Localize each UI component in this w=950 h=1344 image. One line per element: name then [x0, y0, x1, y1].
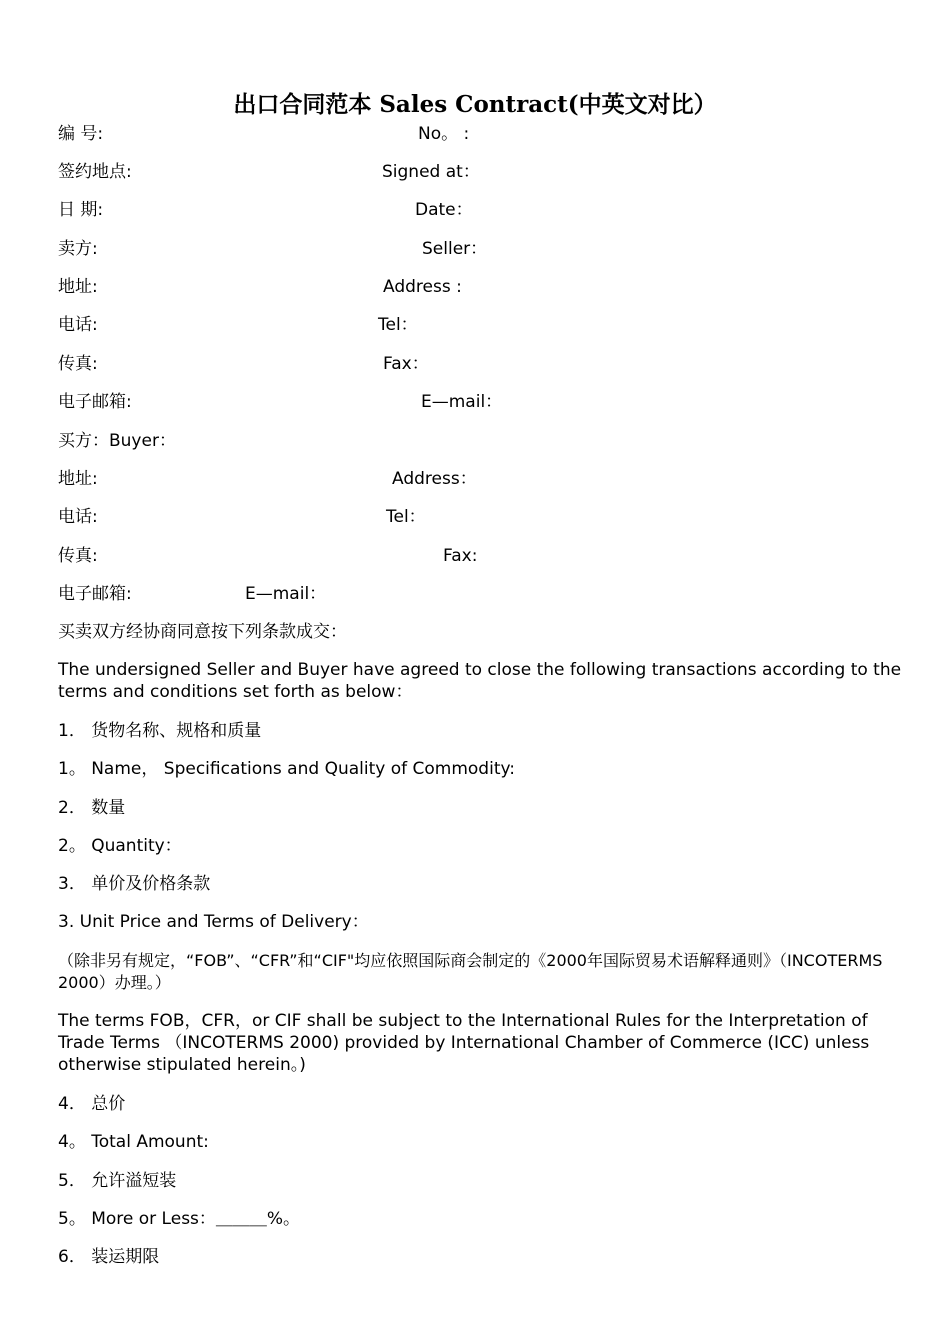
clause-3-en: 3. Unit Price and Terms of Delivery：	[58, 912, 369, 932]
agreement-cn: 买卖双方经协商同意按下列条款成交：	[58, 622, 347, 642]
label-buyer: 买方：Buyer：	[58, 431, 176, 451]
label-seller-email-en: E—mail：	[421, 392, 503, 412]
clause-4-cn: 4． 总价	[58, 1094, 126, 1114]
document-title: 出口合同范本 Sales Contract(中英文对比）	[233, 91, 717, 118]
clause-6-cn: 6． 装运期限	[58, 1247, 160, 1267]
label-seller-email-cn: 电子邮箱:	[58, 392, 132, 412]
label-seller-fax-en: Fax：	[383, 354, 429, 374]
label-no-en: No。 :	[418, 124, 470, 144]
label-date-en: Date：	[415, 200, 473, 220]
label-no-cn: 编 号:	[58, 124, 104, 144]
clause-5-en: 5。 More or Less：＿＿＿%。	[58, 1209, 301, 1229]
clause-2-cn: 2． 数量	[58, 798, 126, 818]
label-seller-tel-en: Tel：	[378, 315, 418, 335]
label-buyer-tel-cn: 电话:	[58, 507, 98, 527]
label-buyer-fax-en: Fax:	[443, 546, 478, 566]
label-signed-cn: 签约地点:	[58, 162, 132, 182]
clause-2-en: 2。 Quantity：	[58, 836, 182, 856]
clause-3-cn: 3． 单价及价格条款	[58, 874, 211, 894]
agreement-en: The undersigned Seller and Buyer have agreed to close the following transactions according to the terms and conditions set forth as below：	[58, 660, 902, 702]
clause-5-cn: 5． 允许溢短装	[58, 1171, 177, 1191]
label-seller-cn: 卖方:	[58, 239, 98, 259]
label-seller-tel-cn: 电话:	[58, 315, 98, 335]
label-seller-fax-cn: 传真:	[58, 354, 98, 374]
label-buyer-fax-cn: 传真:	[58, 546, 98, 566]
clause-4-en: 4。 Total Amount:	[58, 1132, 209, 1152]
label-buyer-address-en: Address：	[392, 469, 477, 489]
label-buyer-email-en: E—mail：	[245, 584, 327, 604]
label-seller-address-cn: 地址:	[58, 277, 98, 297]
label-seller-address-en: Address :	[383, 277, 462, 297]
label-buyer-tel-en: Tel：	[386, 507, 426, 527]
label-signed-en: Signed at：	[382, 162, 480, 182]
label-buyer-email-cn: 电子邮箱:	[58, 584, 132, 604]
label-date-cn: 日 期:	[58, 200, 104, 220]
clause-3-note-cn: （除非另有规定，“FOB”、“CFR”和“CIF"均应依照国际商会制定的《2000年国际贸易术语解释通则》（INCOTERMS 2000）办理。）	[58, 951, 883, 992]
label-buyer-address-cn: 地址:	[58, 469, 98, 489]
label-seller-en: Seller：	[422, 239, 488, 259]
clause-1-cn: 1． 货物名称、规格和质量	[58, 721, 262, 741]
clause-1-en: 1。 Name， Specifications and Quality of Commodity:	[58, 759, 516, 779]
clause-3-note-en: The terms FOB，CFR，or CIF shall be subject to the International Rules for the Interpretation of Trade Terms （INCOTERMS 2000) provided by International Chamber of Commerce (ICC) unless otherwise stipulated herein。)	[58, 1011, 870, 1075]
